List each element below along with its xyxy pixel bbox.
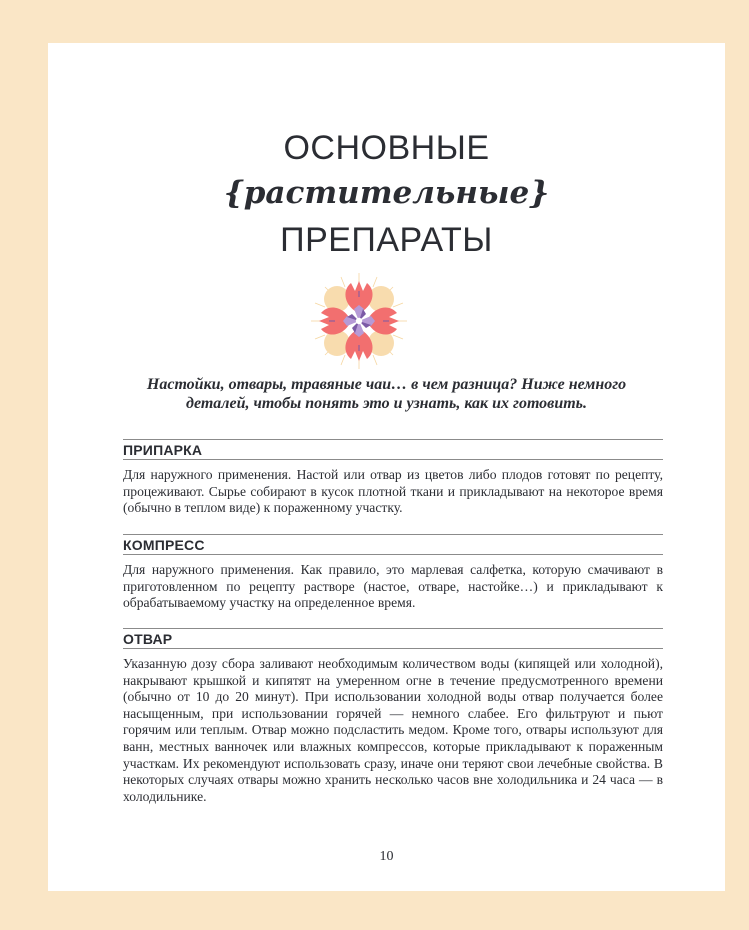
section-decoction [123,628,663,805]
section-compress [123,534,663,612]
flower-ornament-icon [309,271,409,371]
section-text: Для наружного применения. Настой или отвар из цветов либо плодов готовят по рецепту, процеживают. Сырье собирают в кусок плотной ткани и прикладывают на некоторое время (обычно в теплом виде) к пораженному участку. [123,467,663,516]
section-poultice [123,439,663,517]
section-text: Для наружного применения. Как правило, это марлевая салфетка, которую смачивают в приготовленном по рецепту растворе (настое, отваре, настойке…) и прикладывают к обрабатываемому участку на определенное время. [123,562,663,611]
page-title-line-3: ПРЕПАРАТЫ [280,221,493,259]
section-heading: КОМПРЕСС [123,534,663,555]
page-title-line-1: ОСНОВНЫЕ [283,129,490,167]
page-number: 10 [379,849,394,864]
section-text: Указанную дозу сбора заливают необходимым количеством воды (кипящей или холодной), накрывают крышкой и кипятят на умеренном огне в течение предусмотренного времени (обычно от 10 до 20 минут). При использовании холодной воды отвар получается более насыщенным, при использовании горячей — немного слабее. Его фильтруют и пьют горячим или теплым. Отвар можно подсластить медом. Кроме того, отвары используют для ванн, местных ванночек или влажных компрессов, которые прикладывают к пораженным участкам. Их рекомендуют использовать сразу, иначе они теряют свои лечебные свойства. В некоторых случаях отвары можно хранить несколько часов вне холодильника и 24 часа — в холодильнике. [123,656,663,804]
book-page [48,43,725,891]
section-heading: ОТВАР [123,628,663,649]
intro-text: Настойки, отвары, травяные чаи… в чем разница? Ниже немного деталей, чтобы понять это и узнать, как их готовить. [146,376,627,412]
section-heading: ПРИПАРКА [123,439,663,460]
page-title-line-2: {растительные} [223,175,550,211]
